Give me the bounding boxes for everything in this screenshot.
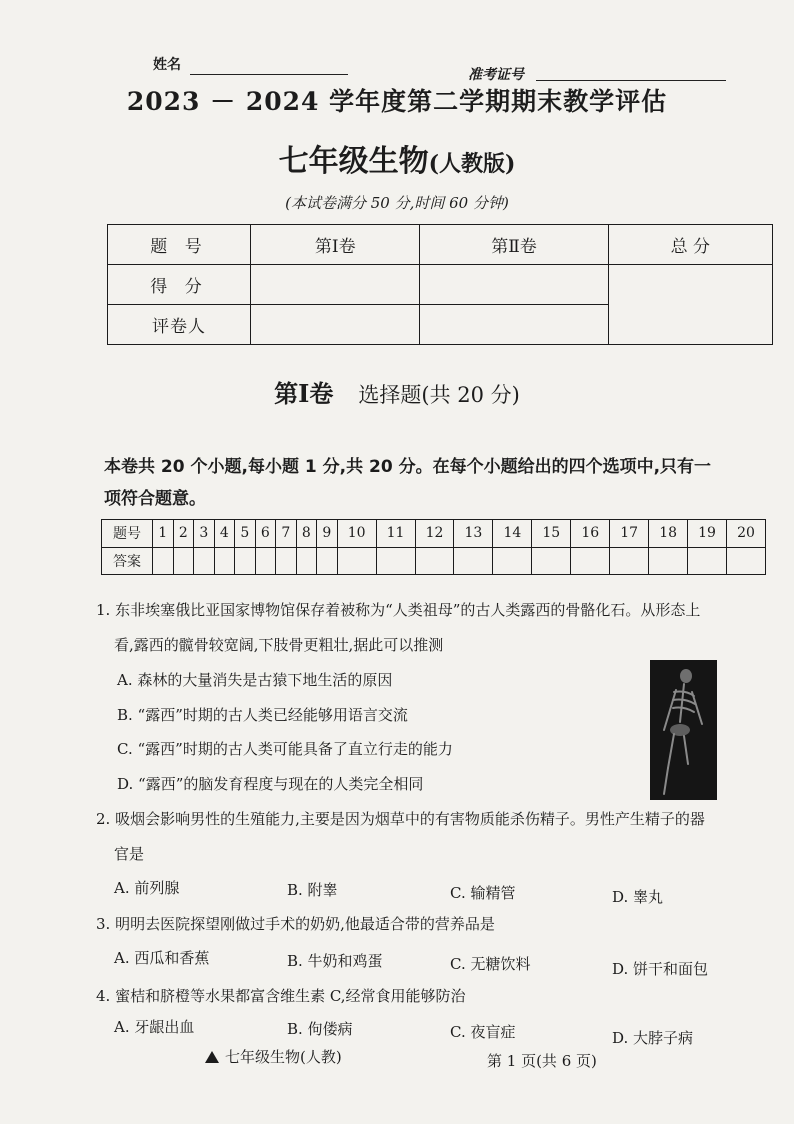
- question-3-option-d[interactable]: D. 饼干和面包: [612, 960, 709, 978]
- answer-input-cell[interactable]: [296, 547, 317, 575]
- answer-number-cell: 19: [688, 520, 727, 548]
- question-2-option-b[interactable]: B. 附睾: [287, 881, 338, 899]
- answer-input-cell[interactable]: [235, 547, 256, 575]
- question-2-stem-line1: 2. 吸烟会影响男性的生殖能力,主要是因为烟草中的有害物质能杀伤精子。男性产生精子的器: [96, 810, 705, 828]
- page-number: 第 1 页(共 6 页): [487, 1052, 597, 1070]
- answer-number-cell: 11: [376, 520, 415, 548]
- answer-number-cell: 14: [493, 520, 532, 548]
- subject-title: [0, 136, 794, 180]
- answer-number-cell: 16: [571, 520, 610, 548]
- exam-note: (本试卷满分 50 分,时间 60 分钟): [285, 194, 509, 212]
- answer-input-cell[interactable]: [454, 547, 493, 575]
- answer-input-cell[interactable]: [153, 547, 174, 575]
- subject-name: 七年级生物: [278, 144, 429, 179]
- question-1-stem-line2: 看,露西的髋骨较宽阔,下肢骨更粗壮,据此可以推测: [114, 636, 444, 654]
- answer-input-cell[interactable]: [571, 547, 610, 575]
- exam-id-label: 准考证号: [468, 67, 524, 83]
- total-score-cell[interactable]: [608, 265, 772, 345]
- section-title: 第Ⅰ卷: [274, 379, 334, 408]
- answer-number-cell: 20: [727, 520, 766, 548]
- answer-number-cell: 6: [255, 520, 276, 548]
- section-intro-line1: 本卷共 20 个小题,每小题 1 分,共 20 分。在每个小题给出的四个选项中,只有一: [104, 457, 712, 477]
- answer-number-cell: 17: [610, 520, 649, 548]
- question-3-option-a[interactable]: A. 西瓜和香蕉: [114, 949, 210, 967]
- score-col-header: 第Ⅰ卷: [251, 225, 420, 265]
- answer-input-cell[interactable]: [649, 547, 688, 575]
- answer-input-cell[interactable]: [532, 547, 571, 575]
- score-row-label: 题 号: [108, 225, 251, 265]
- score-row-label: 评卷人: [108, 305, 251, 345]
- answer-number-cell: 18: [649, 520, 688, 548]
- skeleton-fossil-photo: [650, 660, 717, 800]
- name-field-line[interactable]: [190, 74, 348, 75]
- footer-subject: [205, 1046, 342, 1067]
- answer-number-cell: 9: [317, 520, 338, 548]
- question-4-stem: 4. 蜜桔和脐橙等水果都富含维生素 C,经常食用能够防治: [96, 987, 466, 1005]
- score-cell[interactable]: [251, 265, 420, 305]
- grader-cell[interactable]: [251, 305, 420, 345]
- answer-input-cell[interactable]: [317, 547, 338, 575]
- answer-input-cell[interactable]: [194, 547, 215, 575]
- section-heading: [0, 374, 794, 409]
- answer-row-label: 题号: [102, 520, 153, 548]
- score-cell[interactable]: [420, 265, 608, 305]
- question-4-option-b[interactable]: B. 佝偻病: [287, 1020, 353, 1038]
- answer-input-cell[interactable]: [493, 547, 532, 575]
- triangle-icon: [205, 1051, 219, 1063]
- answer-input-cell[interactable]: [214, 547, 235, 575]
- question-2-option-d[interactable]: D. 睾丸: [612, 888, 664, 906]
- answer-number-cell: 7: [276, 520, 297, 548]
- answer-table: [101, 519, 766, 575]
- answer-number-cell: 5: [235, 520, 256, 548]
- answer-number-cell: 13: [454, 520, 493, 548]
- answer-input-cell[interactable]: [276, 547, 297, 575]
- answer-input-cell[interactable]: [688, 547, 727, 575]
- name-label: 姓名: [153, 57, 181, 73]
- answer-number-cell: 2: [173, 520, 194, 548]
- section-intro-line2: 项符合题意。: [104, 489, 206, 509]
- question-4-option-a[interactable]: A. 牙龈出血: [114, 1018, 195, 1036]
- answer-input-cell[interactable]: [376, 547, 415, 575]
- question-1-option-a[interactable]: A. 森林的大量消失是古猿下地生活的原因: [117, 671, 393, 689]
- score-col-header: 第Ⅱ卷: [420, 225, 608, 265]
- question-2-stem-line2: 官是: [114, 845, 145, 863]
- skeleton-icon: [650, 660, 717, 800]
- exam-title: 2023 － 2024 学年度第二学期期末教学评估: [126, 87, 668, 116]
- score-table: [107, 224, 773, 345]
- answer-input-cell[interactable]: [255, 547, 276, 575]
- answer-row-label: 答案: [102, 547, 153, 575]
- answer-number-cell: 10: [337, 520, 376, 548]
- question-1-stem-line1: 1. 东非埃塞俄比亚国家博物馆保存着被称为“人类祖母”的古人类露西的骨骼化石。从形态上: [96, 601, 701, 619]
- question-3-option-b[interactable]: B. 牛奶和鸡蛋: [287, 952, 383, 970]
- question-2-option-a[interactable]: A. 前列腺: [114, 879, 180, 897]
- score-row-label: 得 分: [108, 265, 251, 305]
- section-subtitle: 选择题(共 20 分): [358, 383, 520, 407]
- question-2-option-c[interactable]: C. 输精管: [450, 884, 516, 902]
- question-3-stem: 3. 明明去医院探望刚做过手术的奶奶,他最适合带的营养品是: [96, 915, 495, 933]
- answer-input-cell[interactable]: [610, 547, 649, 575]
- question-4-option-c[interactable]: C. 夜盲症: [450, 1023, 516, 1041]
- answer-input-cell[interactable]: [727, 547, 766, 575]
- question-1-option-b[interactable]: B. “露西”时期的古人类已经能够用语言交流: [117, 706, 408, 724]
- answer-number-cell: 12: [415, 520, 454, 548]
- answer-input-cell[interactable]: [173, 547, 194, 575]
- exam-id-field-line[interactable]: [536, 80, 726, 81]
- question-3-option-c[interactable]: C. 无糖饮料: [450, 955, 531, 973]
- answer-number-cell: 15: [532, 520, 571, 548]
- subject-edition: (人教版): [428, 151, 516, 177]
- answer-input-cell[interactable]: [337, 547, 376, 575]
- question-1-option-c[interactable]: C. “露西”时期的古人类可能具备了直立行走的能力: [117, 740, 453, 758]
- score-col-header: 总 分: [608, 225, 772, 265]
- footer-subject-text: 七年级生物(人教): [225, 1048, 342, 1066]
- answer-input-cell[interactable]: [415, 547, 454, 575]
- question-4-option-d[interactable]: D. 大脖子病: [612, 1029, 694, 1047]
- answer-number-cell: 8: [296, 520, 317, 548]
- answer-number-cell: 4: [214, 520, 235, 548]
- question-1-option-d[interactable]: D. “露西”的脑发育程度与现在的人类完全相同: [117, 775, 424, 793]
- grader-cell[interactable]: [420, 305, 608, 345]
- answer-number-cell: 3: [194, 520, 215, 548]
- answer-number-cell: 1: [153, 520, 174, 548]
